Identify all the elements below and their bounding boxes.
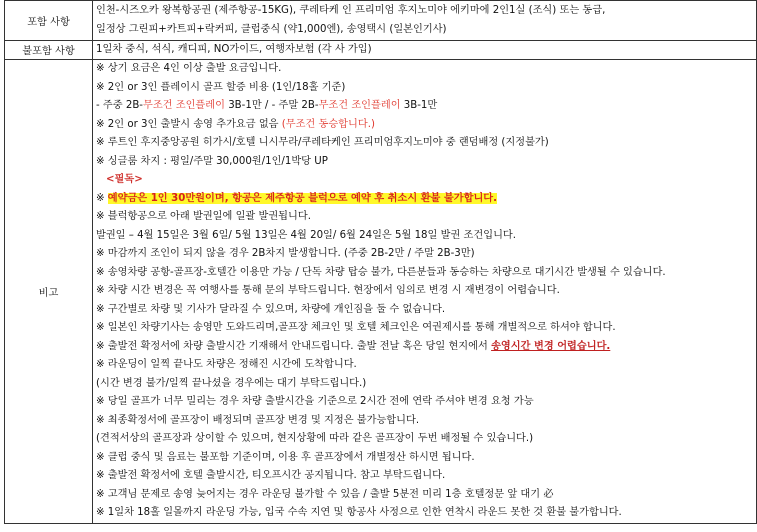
join-play-warning: 무조건 조인플레이: [318, 100, 401, 112]
remark-line: [96, 97, 756, 116]
remark-line: ※ 1일차 18홀 일몰까지 라운딩 가능, 입국 수속 지연 및 항공사 사정으로 인한 연착시 라운드 못한 것 환불 불가합니다.: [96, 507, 622, 519]
remark-line: ※ 구간별로 차량 및 기사가 달라질 수 있으며, 차량에 개인짐을 둘 수 없습니다.: [96, 303, 446, 315]
excluded-line: 1일차 중식, 석식, 캐디피, NO가이드, 여행자보험 (각 사 가입): [96, 43, 372, 55]
remark-line: ※ 라운딩이 일찍 끝나도 차량은 정해진 시간에 도착합니다.: [96, 359, 357, 371]
included-line-1: 인천-시즈오카 왕복항공권 (제주항공-15KG), 쿠레타케 인 프리미엄 후지노미야 에키마에 2인1실 (조식) 또는 동급,: [96, 5, 606, 16]
remark-text: 3B-1만: [400, 100, 438, 112]
remark-line: ※ 상기 요금은 4인 이상 출발 요금입니다.: [96, 63, 282, 75]
remark-text: ※ 출발전 확정서에 차량 출발시간 기재해서 안내드립니다. 출발 전날 혹은 당일 현지에서: [96, 340, 492, 352]
remark-line: ※ 블럭항공으로 아래 발권일에 일괄 발권됩니다.: [96, 211, 311, 223]
remark-text: ※: [96, 192, 108, 204]
shared-ride-warning: (무조건 동승합니다.): [281, 118, 375, 130]
excluded-label: 불포함 사항: [5, 40, 93, 60]
remark-line: ※ 일본인 차량기사는 송영만 도와드리며,골프장 체크인 및 호텔 체크인은 여권제시를 통해 개별적으로 하셔야 합니다.: [96, 322, 616, 334]
remark-line: ※ 루트인 후지중앙공원 히가시/호텔 니시무라/쿠레타케인 프리미엄후지노미야 중 랜덤배정 (지정불가): [96, 137, 549, 149]
included-label: 포함 사항: [5, 1, 93, 41]
must-read-label: <필독>: [106, 174, 143, 186]
remark-line: ※ 고객님 문제로 송영 늦어지는 경우 라운딩 불가할 수 있음 / 출발 5분전 미리 1층 호텔정문 앞 대기 必: [96, 488, 554, 500]
included-row: [5, 1, 757, 41]
join-play-warning: 무조건 조인플레이: [142, 100, 225, 112]
remark-line: ※ 차량 시간 변경은 꼭 여행사를 통해 문의 부탁드립니다. 현장에서 임의로 변경 시 재변경이 어렵습니다.: [96, 285, 560, 297]
remark-line: [96, 116, 756, 135]
remark-line: (견적서상의 골프장과 상이할 수 있으며, 현지상황에 따라 같은 골프장이 두번 배정될 수 있습니다.): [96, 433, 534, 445]
remark-line: ※ 송영차량 공항-골프장-호텔간 이용만 가능 / 단독 차량 탑승 불가, 다른분들과 동승하는 차량으로 대기시간 발생될 수 있습니다.: [96, 266, 666, 278]
remarks-label: 비고: [5, 60, 93, 524]
must-read-heading: [96, 171, 756, 190]
remarks-row: [5, 60, 757, 524]
remark-line: [96, 190, 756, 209]
excluded-row: [5, 40, 757, 60]
included-line-2: 일정상 그린피+카트피+락커피, 클럽중식 (약1,000엔), 송영택시 (일본인기사): [96, 23, 447, 35]
remark-text: - 주중 2B-: [96, 100, 143, 112]
terms-table: [4, 0, 757, 524]
deposit-warning: 예약금은 1인 30만원이며, 항공은 제주항공 블럭으로 예약 후 취소시 환불 불가합니다.: [107, 192, 498, 204]
excluded-value: [93, 40, 757, 60]
remark-line: ※ 클럽 중식 및 음료는 불포함 기준이며, 이용 후 골프장에서 개별정산 하시면 됩니다.: [96, 451, 475, 463]
remark-line: ※ 2인 or 3인 플레이시 골프 할증 비용 (1인/18홀 기준): [96, 81, 346, 93]
remark-line: (시간 변경 불가/일찍 끝나셨을 경우에는 대기 부탁드립니다.): [96, 377, 367, 389]
remark-line: 발권일 – 4월 15일은 3월 6일/ 5월 13일은 4월 20일/ 6월 24일은 5월 18일 발권 조건입니다.: [96, 229, 516, 241]
transfer-time-warning: 송영시간 변경 어렵습니다.: [491, 340, 611, 352]
remark-line: [96, 338, 756, 357]
remark-text: ※ 2인 or 3인 출발시 송영 추가요금 없음: [96, 118, 282, 130]
remark-line: ※ 출발전 확정서에 호텔 출발시간, 티오프시간 공지됩니다. 참고 부탁드립니다.: [96, 470, 446, 482]
remark-line: ※ 최종확정서에 골프장이 배정되며 골프장 변경 및 지정은 불가능합니다.: [96, 414, 420, 426]
remark-line: ※ 마감까지 조인이 되지 않을 경우 2B차지 발생합니다. (주중 2B-2만 / 주말 2B-3만): [96, 248, 475, 260]
remark-line: ※ 당일 골프가 너무 밀리는 경우 차량 출발시간을 기준으로 2시간 전에 연락 주셔야 변경 요청 가능: [96, 396, 534, 408]
remark-line: ※ 싱글룸 차지 : 평일/주말 30,000원/1인/1박당 UP: [96, 155, 328, 167]
remarks-value: [93, 60, 757, 524]
included-value: [93, 1, 757, 41]
remark-text: 3B-1만 / - 주말 2B-: [224, 100, 319, 112]
